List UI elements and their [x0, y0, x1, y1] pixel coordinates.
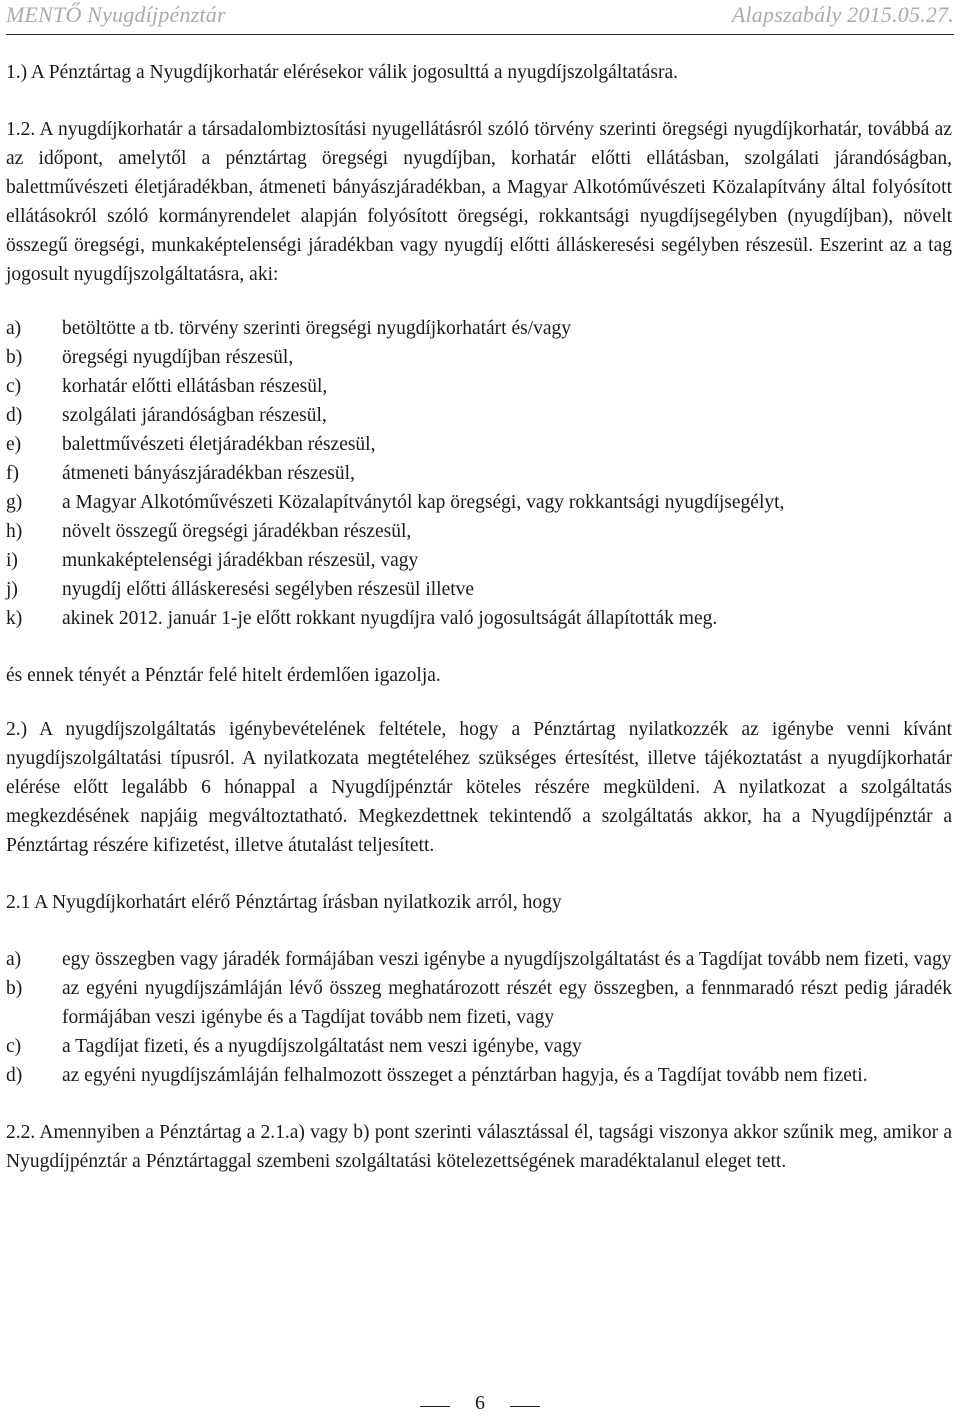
- list-item: [6, 401, 952, 430]
- list-item: [6, 575, 952, 604]
- list-item: [6, 546, 952, 575]
- list-item-label: a): [6, 318, 22, 339]
- list-item-label: j): [6, 579, 18, 600]
- list-item-text: munkaképtelenségi járadékban részesül, vagy: [62, 550, 419, 571]
- paragraph-proof: és ennek tényét a Pénztár felé hitelt érdemlően igazolja.: [6, 665, 441, 686]
- list-item-label: h): [6, 521, 23, 542]
- list-item-text: növelt összegű öregségi járadékban részesül,: [62, 521, 412, 542]
- list-item-text: nyugdíj előtti álláskeresési segélyben részesül illetve: [62, 579, 475, 600]
- list-item-label: b): [6, 978, 23, 999]
- list-item-label: k): [6, 608, 23, 629]
- list-item: [6, 604, 952, 633]
- page-footer: [420, 1392, 540, 1420]
- declaration-options-list: [6, 945, 952, 1090]
- list-item-label: g): [6, 492, 23, 513]
- list-item: [6, 343, 952, 372]
- list-item-text: az egyéni nyugdíjszámláján felhalmozott összeget a pénztárban hagyja, és a Tagdíjat tovább nem fizeti.: [62, 1065, 868, 1086]
- list-item: [6, 459, 952, 488]
- paragraph-2-2: 2.2. Amennyiben a Pénztártag a 2.1.a) vagy b) pont szerinti választással él, tagsági viszonya akkor szűnik meg, amikor a Nyugdíjpénztár a Pénztártaggal szembeni szolgáltatási kötelezettségének maradéktalanul eleget tett.: [6, 1122, 952, 1172]
- list-item-text: balettművészeti életjáradékban részesül,: [62, 434, 376, 455]
- list-item-label: d): [6, 405, 23, 426]
- list-item: [6, 945, 952, 974]
- footer-dash-right: [510, 1406, 540, 1407]
- list-item-text: szolgálati járandóságban részesül,: [62, 405, 327, 426]
- list-item: [6, 974, 952, 1032]
- header-fund-name: MENTŐ Nyugdíjpénztár: [6, 2, 226, 27]
- list-item-label: c): [6, 1036, 22, 1057]
- list-item-text: öregségi nyugdíjban részesül,: [62, 347, 294, 368]
- page-header: [6, 2, 954, 35]
- list-item: [6, 1032, 952, 1061]
- header-document-date: Alapszabály 2015.05.27.: [731, 2, 954, 27]
- list-item: [6, 430, 952, 459]
- list-item: [6, 372, 952, 401]
- list-item-text: egy összegben vagy járadék formájában veszi igénybe a nyugdíjszolgáltatást és a Tagdíjat tovább nem fizeti, vagy: [62, 949, 952, 970]
- list-item-label: d): [6, 1065, 23, 1086]
- list-item-label: f): [6, 463, 19, 484]
- list-item: [6, 488, 952, 517]
- list-item-text: a Tagdíjat fizeti, és a nyugdíjszolgáltatást nem veszi igénybe, vagy: [62, 1036, 582, 1057]
- list-item-label: e): [6, 434, 22, 455]
- eligibility-list: [6, 314, 952, 633]
- list-item: [6, 517, 952, 546]
- list-item-label: b): [6, 347, 23, 368]
- list-item: [6, 314, 952, 343]
- list-item-text: átmeneti bányászjáradékban részesül,: [62, 463, 355, 484]
- list-item-text: az egyéni nyugdíjszámláján lévő összeg meghatározott részét egy összegben, a fennmaradó részt pedig járadék formájában veszi igénybe és a Tagdíjat tovább nem fizeti, vagy: [62, 978, 952, 1028]
- list-item-label: a): [6, 949, 22, 970]
- list-item-label: c): [6, 376, 22, 397]
- paragraph-2: 2.) A nyugdíjszolgáltatás igénybevételének feltétele, hogy a Pénztártag nyilatkozzék az igénybe venni kívánt nyugdíjszolgáltatási típusról. A nyilatkozata megtételéhez szükséges értesítést, illetve tájékoztatást a nyugdíjkorhatár elérése előtt legalább 6 hónappal a Nyugdíjpénztár köteles részére megküldeni. A nyilatkozat a szolgáltatás megkezdésének napjáig megváltoztatható. Megkezdettnek tekintendő a szolgáltatás akkor, ha a Nyugdíjpénztár a Pénztártag részére kifizetést, illetve átutalást teljesített.: [6, 719, 952, 856]
- list-item-label: i): [6, 550, 18, 571]
- list-item-text: korhatár előtti ellátásban részesül,: [62, 376, 328, 397]
- paragraph-1: 1.) A Pénztártag a Nyugdíjkorhatár elérésekor válik jogosulttá a nyugdíjszolgáltatásra.: [6, 62, 679, 83]
- document-body: [6, 58, 952, 1176]
- list-item-text: a Magyar Alkotóművészeti Közalapítványtól kap öregségi, vagy rokkantsági nyugdíjsegélyt,: [62, 492, 785, 513]
- paragraph-2-1: 2.1 A Nyugdíjkorhatárt elérő Pénztártag írásban nyilatkozik arról, hogy: [6, 892, 562, 913]
- paragraph-1-2: 1.2. A nyugdíjkorhatár a társadalombiztosítási nyugellátásról szóló törvény szerinti öregségi nyugdíjkorhatár, továbbá az az időpont, amelytől a pénztártag öregségi nyugdíjban, korhatár előtti ellátásban, szolgálati járandóságban, balettművészeti életjáradékban, átmeneti bányászjáradékban, a Magyar Alkotóművészeti Közalapítvány által folyósított ellátásokról szóló kormányrendelet alapján folyósított öregségi, rokkantsági nyugdíjsegélyben (nyugdíjban), növelt összegű öregségi, munkaképtelenségi járadékban vagy nyugdíj előtti álláskeresési segélyben részesül. Eszerint az a tag jogosult nyugdíjszolgáltatásra, aki:: [6, 119, 952, 285]
- page-number: 6: [475, 1392, 485, 1414]
- list-item: [6, 1061, 952, 1090]
- list-item-text: betöltötte a tb. törvény szerinti öregségi nyugdíjkorhatárt és/vagy: [62, 318, 572, 339]
- list-item-text: akinek 2012. január 1-je előtt rokkant nyugdíjra való jogosultságát állapították meg.: [62, 608, 718, 629]
